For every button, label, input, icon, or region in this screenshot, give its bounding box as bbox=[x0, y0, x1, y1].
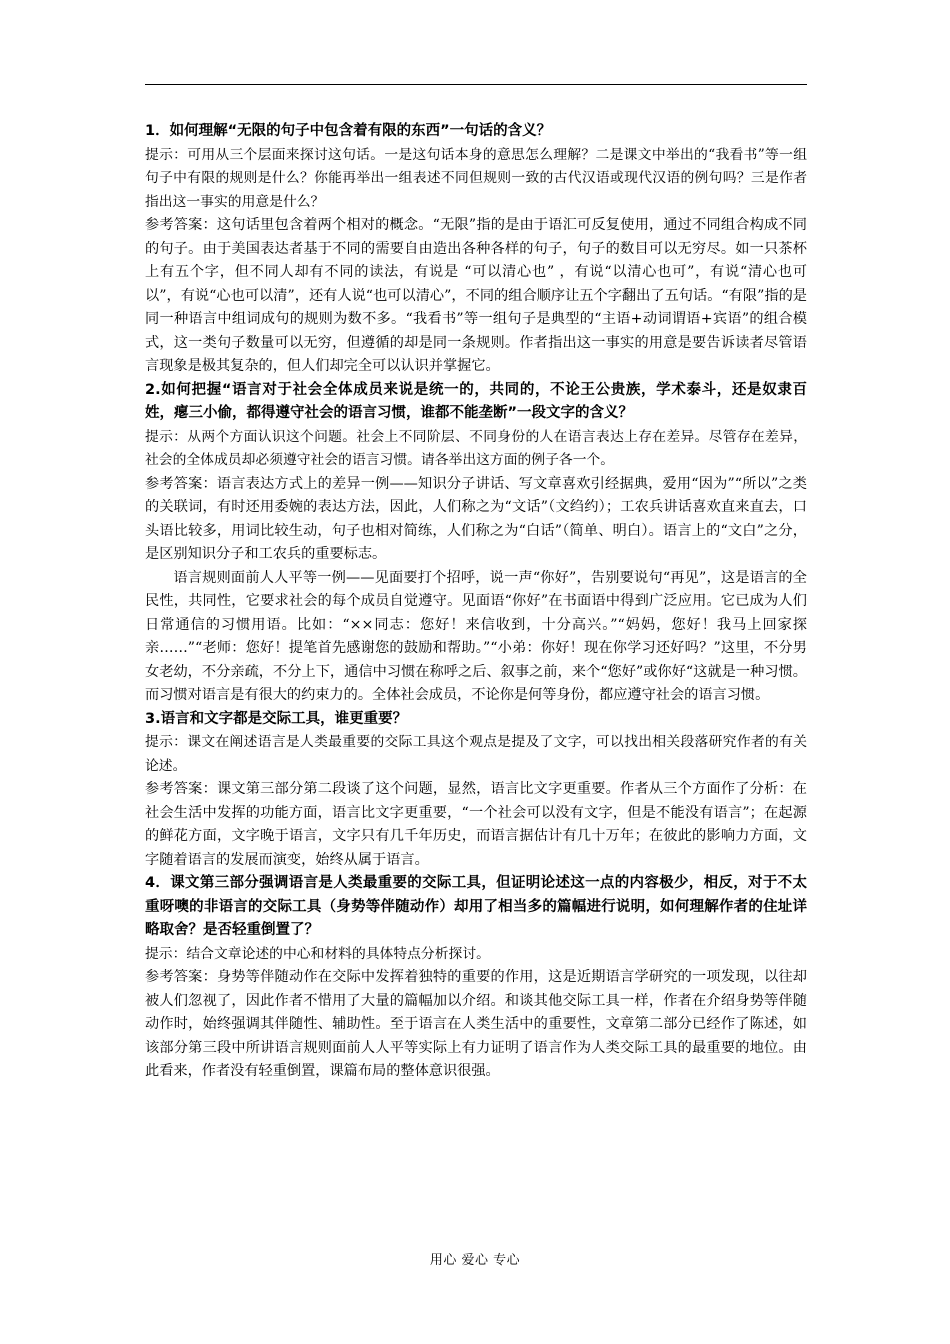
question-3: 3.语言和文字都是交际工具，谁更重要？ bbox=[145, 710, 408, 727]
answer-4: 参考答案：身势等伴随动作在交际中发挥着独特的重要的作用，这是近期语言学研究的一项发现，以往却被人们忽视了，因此作者不惜用了大量的篇幅加以介绍。和谈其他交际工具一样，作者在介绍身势等伴随动作时，始终强调其伴随性、辅助性。至于语言在人类生活中的重要性，文章第二部分已经作了陈述，如该部分第三段中所讲语言规则面前人人平等实际上有力证明了语言作为人类交际工具的最重要的地位。由此看来，作者没有轻重倒置，课篇布局的整体意识很强。 bbox=[145, 969, 807, 1079]
header-rule bbox=[145, 84, 807, 85]
question-4: 4．课文第三部分强调语言是人类最重要的交际工具，但证明论述这一点的内容极少，相反，对于不太重呀噢的非语言的交际工具（身势等伴随动作）却用了相当多的篇幅进行说明，如何理解作者的住址详略取舍？是否轻重倒置了？ bbox=[145, 875, 807, 938]
hint-1: 提示：可用从三个层面来探讨这句话。一是这句话本身的意思怎么理解？二是课文中举出的“我看书”等一组句子中有限的规则是什么？你能再举出一组表述不同但规则一致的古代汉语或现代汉语的例句吗？三是作者指出这一事实的用意是什么？ bbox=[145, 146, 807, 210]
document-body bbox=[145, 117, 807, 1084]
hint-2: 提示：从两个方面认识这个问题。社会上不同阶层、不同身份的人在语言表达上存在差异。尽管存在差异，社会的全体成员却必须遵守社会的语言习惯。请各举出这方面的例子各一个。 bbox=[145, 428, 807, 468]
section-1 bbox=[145, 120, 807, 379]
answer-2-paragraph-1: 参考答案：语言表达方式上的差异一例——知识分子讲话、写文章喜欢引经据典，爱用“因为”“所以”之类的关联词，有时还用委婉的表达方法，因此，人们称之为“文话”（文绉约）；工农兵讲话喜欢直来直去，口头语比较多，用词比较生动，句子也相对简练，人们称之为“白话”（简单、明白）。语言上的“文白”之分，是区别知识分子和工农兵的重要标志。 bbox=[145, 475, 807, 562]
question-1: 1．如何理解“无限的句子中包含着有限的东西”一句话的含义？ bbox=[145, 123, 552, 139]
answer-2-paragraph-2: 语言规则面前人人平等一例——见面要打个招呼，说一声“你好”，告别要说句“再见”，这是语言的全民性，共同性，它要求社会的每个成员自觉遵守。见面语“你好”在书面语中得到广泛应用。它已成为人们日常通信的习惯用语。比如：“××同志：您好！来信收到，十分高兴。”“妈妈，您好！我马上回家探亲……”“老师：您好！提笔首先感谢您的鼓励和帮助。”“小弟：你好！现在你学习还好吗？”这里，不分男女老幼，不分亲疏，不分上下，通信中习惯在称呼之后、叙事之前，来个“您好”或你好“这就是一种习惯。而习惯对语言是有很大的约束力的。全体社会成员，不论你是何等身份，都应遵守社会的语言习惯。 bbox=[145, 569, 807, 703]
question-2: 2.如何把握“语言对于社会全体成员来说是统一的，共同的，不论王公贵族，学术泰斗，还是奴隶百姓，瘪三小偷，都得遵守社会的语言习惯，谁都不能垄断”一段文字的含义？ bbox=[145, 381, 807, 421]
hint-4: 提示：结合文章论述的中心和材料的具体特点分析探讨。 bbox=[145, 945, 490, 962]
answer-1: 参考答案：这句话里包含着两个相对的概念。“无限”指的是由于语汇可反复使用，通过不同组合构成不同的句子。由于美国表达者基于不同的需要自由造出各种各样的句子，句子的数目可以无穷尽。如一只茶杯上有五个字，但不同人却有不同的读法，有说是 “可以清心也” ，有说“以清心也可”，有说“清心也可以”，有说“心也可以清”，还有人说“也可以清心”，不同的组合顺序让五个字翻出了五句话。“有限”指的是同一种语言中组词成句的规则为数不多。“我看书”等一组句子是典型的“主语+动词谓语+宾语”的组合模式，这一类句子数量可以无穷，但遵循的却是同一条规则。作者指出这一事实的用意是要告诉读者尽管语言现象是极其复杂的，但人们却完全可以认识并掌握它。 bbox=[145, 217, 807, 374]
section-4 bbox=[145, 872, 807, 1084]
section-3 bbox=[145, 708, 807, 873]
hint-3: 提示：课文在阐述语言是人类最重要的交际工具这个观点是提及了文字，可以找出相关段落研究作者的有关论述。 bbox=[145, 734, 807, 774]
section-2 bbox=[145, 379, 807, 708]
answer-3: 参考答案：课文第三部分第二段谈了这个问题，显然，语言比文字更重要。作者从三个方面作了分析：在社会生活中发挥的功能方面，语言比文字更重要，“一个社会可以没有文字，但是不能没有语言”；在起源的鲜花方面，文字晚于语言，文字只有几千年历史，而语言据估计有几十万年；在彼此的影响力方面，文字随着语言的发展而演变，始终从属于语言。 bbox=[145, 781, 807, 868]
page-footer: 用心 爱心 专心 bbox=[429, 1253, 521, 1268]
